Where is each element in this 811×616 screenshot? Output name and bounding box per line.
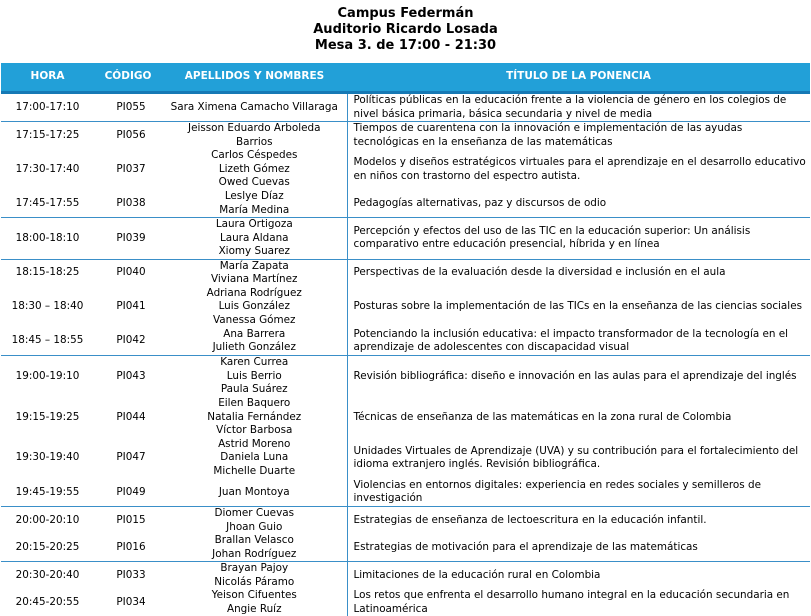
- column-header-titulo: TÍTULO DE LA PONENCIA: [347, 63, 810, 93]
- table-row: [1, 190, 810, 218]
- presenter-name: Laura Ortigoza: [162, 218, 347, 232]
- table-row: [1, 149, 810, 190]
- talk-title-cell: Políticas públicas en la educación frente a la violencia de género en los colegios de nivel básica primaria, básica secundaria y nivel de media: [347, 93, 810, 122]
- presenter-name: Nicolás Páramo: [162, 576, 347, 590]
- time-cell: 20:15-20:25: [1, 534, 94, 562]
- time-cell: 20:00-20:10: [1, 507, 94, 535]
- campus-title: Campus Federmán: [0, 6, 811, 22]
- talk-title-cell: Tiempos de cuarentena con la innovación e implementación de las ayudas tecnológicas en la enseñanza de las matemáticas: [347, 122, 810, 150]
- names-cell: [162, 355, 347, 397]
- presenter-name: Carlos Céspedes: [162, 149, 347, 163]
- time-cell: 18:00-18:10: [1, 218, 94, 260]
- presenter-name: Ana Barrera: [162, 328, 347, 342]
- schedule-body: [1, 93, 810, 616]
- presenter-name: Adriana Rodríguez: [162, 287, 347, 301]
- names-cell: [162, 259, 347, 287]
- names-cell: [162, 507, 347, 535]
- table-row: [1, 287, 810, 328]
- presenter-name: María Zapata: [162, 260, 347, 274]
- presenter-name: Astrid Moreno: [162, 438, 347, 452]
- presenter-name: Owed Cuevas: [162, 176, 347, 190]
- talk-title-cell: Pedagogías alternativas, paz y discursos de odio: [347, 190, 810, 218]
- presenter-name: Natalia Fernández: [162, 411, 347, 425]
- names-cell: [162, 479, 347, 507]
- time-cell: 18:30 – 18:40: [1, 287, 94, 328]
- table-row: [1, 534, 810, 562]
- talk-title-cell: Modelos y diseños estratégicos virtuales para el aprendizaje en el desarrollo educativo en niños con trastorno del espectro autista.: [347, 149, 810, 190]
- table-row: [1, 562, 810, 590]
- presenter-name: Jeisson Eduardo Arboleda: [162, 122, 347, 136]
- talk-title-cell: Potenciando la inclusión educativa: el impacto transformador de la tecnología en el aprendizaje de adolescentes con discapacidad visual: [347, 328, 810, 356]
- presenter-name: Eilen Baquero: [162, 397, 347, 411]
- time-cell: 20:45-20:55: [1, 589, 94, 616]
- table-row: [1, 355, 810, 397]
- time-cell: 17:15-17:25: [1, 122, 94, 150]
- code-cell: PI044: [94, 397, 162, 438]
- names-cell: [162, 93, 347, 122]
- code-cell: PI039: [94, 218, 162, 260]
- presenter-name: Juan Montoya: [162, 486, 347, 500]
- code-cell: PI047: [94, 438, 162, 479]
- presenter-name: Karen Currea: [162, 356, 347, 370]
- code-cell: PI055: [94, 93, 162, 122]
- column-header-nombres: APELLIDOS Y NOMBRES: [162, 63, 347, 93]
- presenter-name: Vanessa Gómez: [162, 314, 347, 328]
- presenter-name: Angie Ruíz: [162, 603, 347, 616]
- presenter-name: Lizeth Gómez: [162, 163, 347, 177]
- presenter-name: Barrios: [162, 136, 347, 150]
- code-cell: PI034: [94, 589, 162, 616]
- table-header-row: [1, 63, 810, 93]
- presenter-name: Víctor Barbosa: [162, 424, 347, 438]
- names-cell: [162, 328, 347, 356]
- presenter-name: Brallan Velasco: [162, 534, 347, 548]
- time-cell: 18:15-18:25: [1, 259, 94, 287]
- talk-title-cell: Percepción y efectos del uso de las TIC en la educación superior: Un análisis comparativo entre educación presencial, híbrida y en línea: [347, 218, 810, 260]
- table-row: [1, 589, 810, 616]
- code-cell: PI043: [94, 355, 162, 397]
- time-cell: 19:45-19:55: [1, 479, 94, 507]
- names-cell: [162, 218, 347, 260]
- presenter-name: Daniela Luna: [162, 451, 347, 465]
- presenter-name: Luis González: [162, 300, 347, 314]
- names-cell: [162, 534, 347, 562]
- names-cell: [162, 562, 347, 590]
- time-cell: 18:45 – 18:55: [1, 328, 94, 356]
- presenter-name: Brayan Pajoy: [162, 562, 347, 576]
- time-cell: 17:30-17:40: [1, 149, 94, 190]
- code-cell: PI042: [94, 328, 162, 356]
- time-cell: 19:30-19:40: [1, 438, 94, 479]
- presenter-name: Viviana Martínez: [162, 273, 347, 287]
- table-row: [1, 438, 810, 479]
- table-row: [1, 93, 810, 122]
- presenter-name: Leslye Díaz: [162, 190, 347, 204]
- time-cell: 19:00-19:10: [1, 355, 94, 397]
- venue-title: Auditorio Ricardo Losada: [0, 22, 811, 38]
- names-cell: [162, 589, 347, 616]
- presenter-name: Paula Suárez: [162, 383, 347, 397]
- talk-title-cell: Estrategias de enseñanza de lectoescritura en la educación infantil.: [347, 507, 810, 535]
- talk-title-cell: Posturas sobre la implementación de las TICs en la enseñanza de las ciencias sociales: [347, 287, 810, 328]
- table-row: [1, 328, 810, 356]
- time-cell: 20:30-20:40: [1, 562, 94, 590]
- document-header: [0, 6, 811, 54]
- code-cell: PI016: [94, 534, 162, 562]
- presenter-name: Yeison Cifuentes: [162, 589, 347, 603]
- presenter-name: Luis Berrio: [162, 370, 347, 384]
- code-cell: PI037: [94, 149, 162, 190]
- talk-title-cell: Revisión bibliográfica: diseño e innovación en las aulas para el aprendizaje del inglés: [347, 355, 810, 397]
- time-cell: 17:00-17:10: [1, 93, 94, 122]
- presenter-name: Diomer Cuevas: [162, 507, 347, 521]
- presenter-name: Michelle Duarte: [162, 465, 347, 479]
- schedule-table: [1, 63, 810, 616]
- talk-title-cell: Estrategias de motivación para el aprendizaje de las matemáticas: [347, 534, 810, 562]
- presenter-name: Sara Ximena Camacho Villaraga: [162, 101, 347, 115]
- talk-title-cell: Limitaciones de la educación rural en Colombia: [347, 562, 810, 590]
- table-row: [1, 218, 810, 260]
- names-cell: [162, 287, 347, 328]
- talk-title-cell: Técnicas de enseñanza de las matemáticas en la zona rural de Colombia: [347, 397, 810, 438]
- names-cell: [162, 122, 347, 150]
- code-cell: PI038: [94, 190, 162, 218]
- table-row: [1, 122, 810, 150]
- code-cell: PI049: [94, 479, 162, 507]
- names-cell: [162, 149, 347, 190]
- table-row: [1, 507, 810, 535]
- talk-title-cell: Perspectivas de la evaluación desde la diversidad e inclusión en el aula: [347, 259, 810, 287]
- presenter-name: Johan Rodríguez: [162, 548, 347, 562]
- time-cell: 19:15-19:25: [1, 397, 94, 438]
- code-cell: PI056: [94, 122, 162, 150]
- code-cell: PI041: [94, 287, 162, 328]
- talk-title-cell: Los retos que enfrenta el desarrollo humano integral en la educación secundaria en Latinoamérica: [347, 589, 810, 616]
- presenter-name: Xiomy Suarez: [162, 245, 347, 259]
- names-cell: [162, 190, 347, 218]
- code-cell: PI033: [94, 562, 162, 590]
- column-header-hora: HORA: [1, 63, 94, 93]
- names-cell: [162, 438, 347, 479]
- presenter-name: María Medina: [162, 204, 347, 218]
- table-row: [1, 397, 810, 438]
- session-title: Mesa 3. de 17:00 - 21:30: [0, 38, 811, 54]
- presenter-name: Laura Aldana: [162, 232, 347, 246]
- talk-title-cell: Violencias en entornos digitales: experiencia en redes sociales y semilleros de investigación: [347, 479, 810, 507]
- table-row: [1, 479, 810, 507]
- talk-title-cell: Unidades Virtuales de Aprendizaje (UVA) y su contribución para el fortalecimiento del idioma extranjero inglés. Revisión bibliográfica.: [347, 438, 810, 479]
- presenter-name: Julieth González: [162, 341, 347, 355]
- names-cell: [162, 397, 347, 438]
- presenter-name: Jhoan Guio: [162, 521, 347, 535]
- code-cell: PI040: [94, 259, 162, 287]
- column-header-codigo: CÓDIGO: [94, 63, 162, 93]
- time-cell: 17:45-17:55: [1, 190, 94, 218]
- table-row: [1, 259, 810, 287]
- code-cell: PI015: [94, 507, 162, 535]
